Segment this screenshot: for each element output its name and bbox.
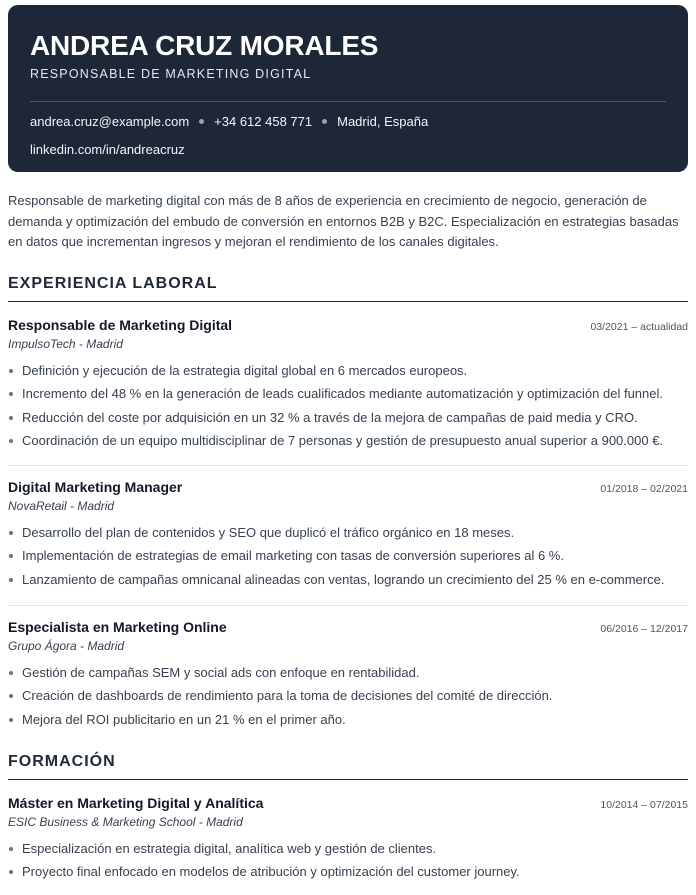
contact-location: Madrid, España	[337, 114, 429, 129]
profile-summary: Responsable de marketing digital con más de 8 años de experiencia en crecimiento de negocio, generación de demanda y optimización del embudo de conversión en entornos B2B y B2C. Especialización en estrategias basadas en datos que incrementan ingresos y mejoran el rendimiento de los canales digitales.	[8, 193, 679, 249]
job-title: Digital Marketing Manager	[8, 479, 183, 495]
entry-divider	[8, 605, 688, 606]
bullet-item: Creación de dashboards de rendimiento para la toma de decisiones del comité de dirección.	[8, 684, 688, 707]
header-divider	[30, 101, 666, 102]
job-date: 06/2016 – 12/2017	[600, 623, 688, 635]
job-entry	[8, 317, 688, 452]
job-bullets	[8, 521, 688, 591]
job-bullets	[8, 359, 688, 452]
separator-dot-icon	[322, 119, 327, 124]
entry-divider	[8, 465, 688, 466]
bullet-item: Especialización en estrategia digital, analítica web y gestión de clientes.	[8, 837, 688, 860]
degree-school: ESIC Business & Marketing School - Madrid	[8, 815, 243, 829]
bullet-item: Proyecto final enfocado en modelos de atribución y optimización del customer journey.	[8, 860, 688, 883]
job-date: 03/2021 – actualidad	[590, 321, 688, 333]
education-entry	[8, 795, 688, 884]
contact-phone[interactable]: +34 612 458 771	[214, 114, 313, 129]
candidate-name: ANDREA CRUZ MORALES	[30, 30, 379, 61]
job-company: ImpulsoTech - Madrid	[8, 337, 123, 351]
job-title: Especialista en Marketing Online	[8, 619, 227, 635]
bullet-item: Definición y ejecución de la estrategia digital global en 6 mercados europeos.	[8, 359, 688, 382]
bullet-item: Incremento del 48 % en la generación de leads cualificados mediante automatización y optimización del funnel.	[8, 382, 688, 405]
degree-date: 10/2014 – 07/2015	[600, 799, 688, 811]
resume-header	[8, 5, 688, 172]
job-date: 01/2018 – 02/2021	[600, 483, 688, 495]
contact-linkedin[interactable]: linkedin.com/in/andreacruz	[30, 142, 185, 157]
bullet-item: Desarrollo del plan de contenidos y SEO que duplicó el tráfico orgánico en 18 meses.	[8, 521, 688, 544]
separator-dot-icon	[199, 119, 204, 124]
bullet-item: Reducción del coste por adquisición en un 32 % a través de la mejora de campañas de paid media y CRO.	[8, 406, 688, 429]
section-title-experience: EXPERIENCIA LABORAL	[8, 275, 688, 302]
candidate-role: RESPONSABLE DE MARKETING DIGITAL	[30, 67, 312, 81]
job-entry	[8, 619, 688, 731]
job-entry	[8, 479, 688, 591]
job-company: Grupo Ágora - Madrid	[8, 639, 125, 653]
job-company: NovaRetail - Madrid	[8, 499, 115, 513]
degree-bullets	[8, 837, 688, 884]
job-title: Responsable de Marketing Digital	[8, 317, 233, 333]
section-title-education: FORMACIÓN	[8, 753, 688, 780]
bullet-item: Mejora del ROI publicitario en un 21 % en el primer año.	[8, 708, 688, 731]
bullet-item: Lanzamiento de campañas omnicanal alineadas con ventas, logrando un crecimiento del 25 % en e-commerce.	[8, 568, 688, 591]
contact-email[interactable]: andrea.cruz@example.com	[30, 114, 190, 129]
degree-title: Máster en Marketing Digital y Analítica	[8, 795, 264, 811]
bullet-item: Coordinación de un equipo multidisciplinar de 7 personas y gestión de presupuesto anual superior a 900.000 €.	[8, 429, 688, 452]
bullet-item: Implementación de estrategias de email marketing con tasas de conversión superiores al 6 %.	[8, 544, 688, 567]
bullet-item: Gestión de campañas SEM y social ads con enfoque en rentabilidad.	[8, 661, 688, 684]
contact-row	[30, 113, 666, 130]
job-bullets	[8, 661, 688, 731]
